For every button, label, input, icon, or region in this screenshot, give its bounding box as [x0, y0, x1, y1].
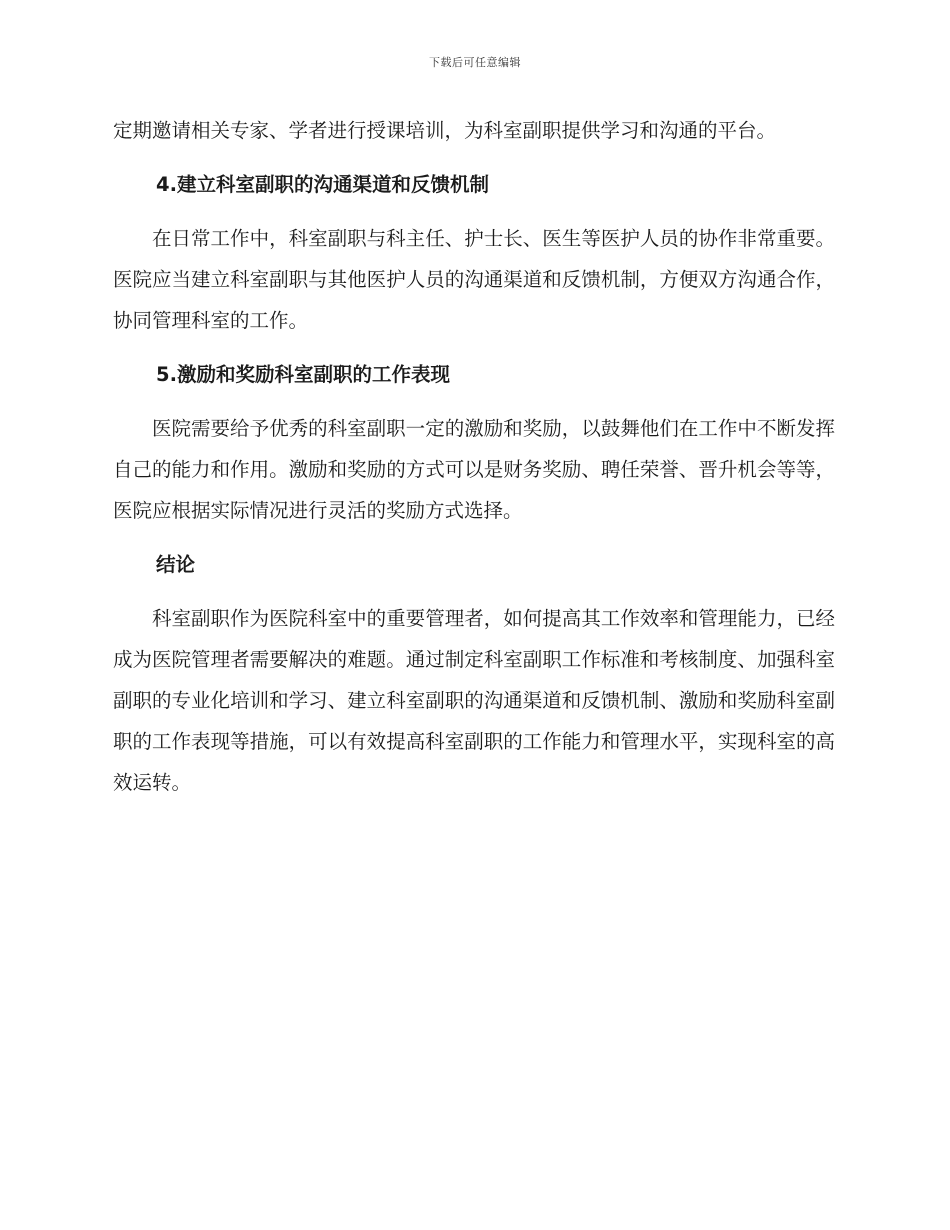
section-4-paragraph: 在日常工作中，科室副职与科主任、护士长、医生等医护人员的协作非常重要。医院应当建立科室副职与其他医护人员的沟通渠道和反馈机制，方便双方沟通合作，协同管理科室的工作。	[113, 227, 835, 332]
conclusion-heading: 结论	[156, 553, 196, 576]
section-5-heading: 5.激励和奖励科室副职的工作表现	[156, 363, 450, 386]
document-body	[113, 110, 835, 803]
continued-paragraph: 定期邀请相关专家、学者进行授课培训，为科室副职提供学习和沟通的平台。	[113, 119, 777, 142]
conclusion-paragraph: 科室副职作为医院科室中的重要管理者，如何提高其工作效率和管理能力，已经成为医院管理者需要解决的难题。通过制定科室副职工作标准和考核制度、加强科室副职的专业化培训和学习、建立科室副职的沟通渠道和反馈机制、激励和奖励科室副职的工作表现等措施，可以有效提高科室副职的工作能力和管理水平，实现科室的高效运转。	[113, 607, 835, 794]
section-4-heading: 4.建立科室副职的沟通渠道和反馈机制	[156, 173, 489, 196]
section-5-paragraph: 医院需要给予优秀的科室副职一定的激励和奖励，以鼓舞他们在工作中不断发挥自己的能力和作用。激励和奖励的方式可以是财务奖励、聘任荣誉、晋升机会等等，医院应根据实际情况进行灵活的奖励方式选择。	[113, 417, 835, 522]
header-note: 下载后可任意编辑	[429, 56, 521, 69]
